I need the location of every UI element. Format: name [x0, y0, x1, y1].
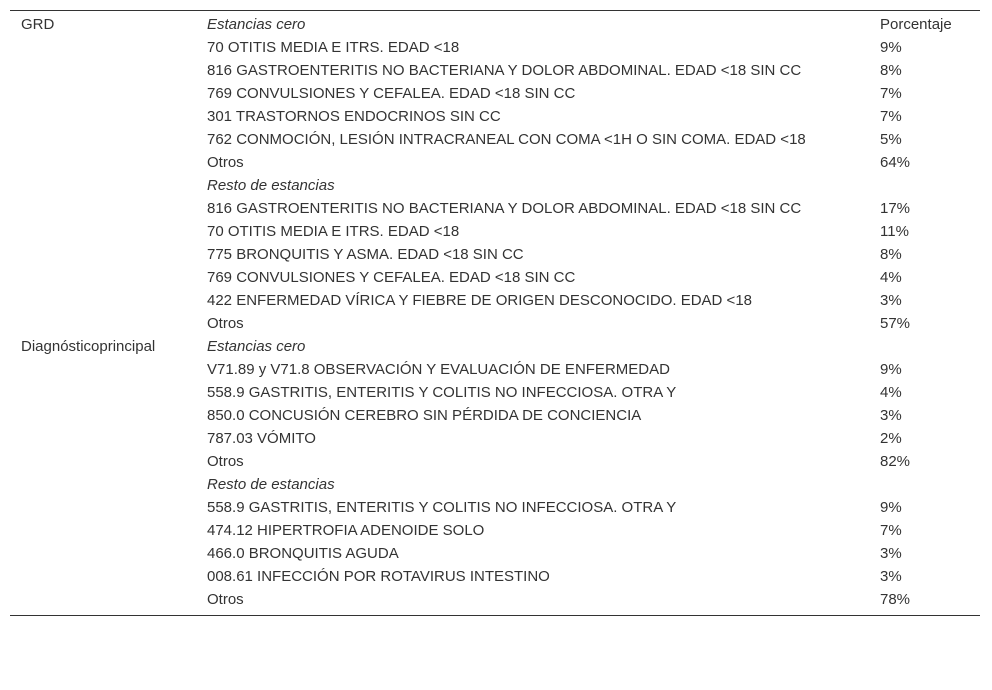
row-percent: 8% — [880, 246, 902, 263]
table-row — [10, 36, 980, 59]
header-grd: GRD — [21, 16, 55, 33]
table-row — [10, 404, 980, 427]
row-percent: 3% — [880, 407, 902, 424]
row-label: 787.03 VÓMITO — [207, 430, 316, 447]
table-row — [10, 266, 980, 289]
row-label: 466.0 BRONQUITIS AGUDA — [207, 545, 399, 562]
header-porcentaje: Porcentaje — [880, 16, 952, 33]
row-percent: 4% — [880, 384, 902, 401]
table-row — [10, 105, 980, 128]
row-percent: 5% — [880, 131, 902, 148]
row-percent: 3% — [880, 545, 902, 562]
subheader-resto-estancias: Resto de estancias — [207, 476, 335, 493]
row-percent: 64% — [880, 154, 911, 171]
row-label: 762 CONMOCIÓN, LESIÓN INTRACRANEAL CON COMA <1H O SIN COMA. EDAD <18 — [207, 131, 806, 148]
row-percent: 9% — [880, 39, 902, 56]
row-label: 70 OTITIS MEDIA E ITRS. EDAD <18 — [207, 223, 460, 240]
table-row — [10, 128, 980, 151]
table-header-row — [10, 13, 980, 36]
group-row — [10, 335, 980, 358]
table-row — [10, 312, 980, 335]
group-label-diagnostico: Diagnósticoprincipal — [21, 338, 156, 355]
table-row — [10, 588, 980, 611]
table-row — [10, 496, 980, 519]
table-row — [10, 358, 980, 381]
table-row — [10, 151, 980, 174]
row-label: 769 CONVULSIONES Y CEFALEA. EDAD <18 SIN CC — [207, 269, 576, 286]
table-row — [10, 197, 980, 220]
data-table — [10, 10, 980, 616]
row-percent: 4% — [880, 269, 902, 286]
row-label: 850.0 CONCUSIÓN CEREBRO SIN PÉRDIDA DE CONCIENCIA — [207, 407, 642, 424]
row-label: 008.61 INFECCIÓN POR ROTAVIRUS INTESTINO — [207, 568, 550, 585]
row-label: Otros — [207, 453, 244, 470]
row-percent: 78% — [880, 591, 911, 608]
row-label: Otros — [207, 154, 244, 171]
table-row — [10, 519, 980, 542]
subheader-row — [10, 174, 980, 197]
table-row — [10, 220, 980, 243]
subheader-resto-estancias: Resto de estancias — [207, 177, 335, 194]
table-row — [10, 381, 980, 404]
row-percent: 17% — [880, 200, 911, 217]
row-label: 474.12 HIPERTROFIA ADENOIDE SOLO — [207, 522, 485, 539]
row-label: Otros — [207, 591, 244, 608]
row-percent: 3% — [880, 292, 902, 309]
table-row — [10, 82, 980, 105]
table-row — [10, 427, 980, 450]
row-label: 558.9 GASTRITIS, ENTERITIS Y COLITIS NO INFECCIOSA. OTRA Y — [207, 499, 677, 516]
table-row — [10, 450, 980, 473]
table-row — [10, 289, 980, 312]
row-label: 816 GASTROENTERITIS NO BACTERIANA Y DOLOR ABDOMINAL. EDAD <18 SIN CC — [207, 200, 802, 217]
table-row — [10, 243, 980, 266]
subheader-estancias-cero: Estancias cero — [207, 338, 306, 355]
row-percent: 7% — [880, 522, 902, 539]
row-percent: 7% — [880, 85, 902, 102]
table-row — [10, 565, 980, 588]
row-percent: 57% — [880, 315, 911, 332]
row-label: 769 CONVULSIONES Y CEFALEA. EDAD <18 SIN CC — [207, 85, 576, 102]
subheader-estancias-cero: Estancias cero — [207, 16, 306, 33]
row-percent: 7% — [880, 108, 902, 125]
row-percent: 8% — [880, 62, 902, 79]
row-label: 70 OTITIS MEDIA E ITRS. EDAD <18 — [207, 39, 460, 56]
row-percent: 11% — [880, 223, 909, 240]
row-label: Otros — [207, 315, 244, 332]
row-label: 775 BRONQUITIS Y ASMA. EDAD <18 SIN CC — [207, 246, 524, 263]
row-percent: 9% — [880, 361, 902, 378]
row-label: 816 GASTROENTERITIS NO BACTERIANA Y DOLOR ABDOMINAL. EDAD <18 SIN CC — [207, 62, 802, 79]
table-row — [10, 542, 980, 565]
row-label: V71.89 y V71.8 OBSERVACIÓN Y EVALUACIÓN DE ENFERMEDAD — [207, 361, 670, 378]
row-label: 301 TRASTORNOS ENDOCRINOS SIN CC — [207, 108, 501, 125]
table-row — [10, 59, 980, 82]
row-percent: 9% — [880, 499, 902, 516]
row-percent: 82% — [880, 453, 911, 470]
row-percent: 3% — [880, 568, 902, 585]
row-percent: 2% — [880, 430, 902, 447]
row-label: 422 ENFERMEDAD VÍRICA Y FIEBRE DE ORIGEN DESCONOCIDO. EDAD <18 — [207, 292, 753, 309]
row-label: 558.9 GASTRITIS, ENTERITIS Y COLITIS NO INFECCIOSA. OTRA Y — [207, 384, 677, 401]
subheader-row — [10, 473, 980, 496]
